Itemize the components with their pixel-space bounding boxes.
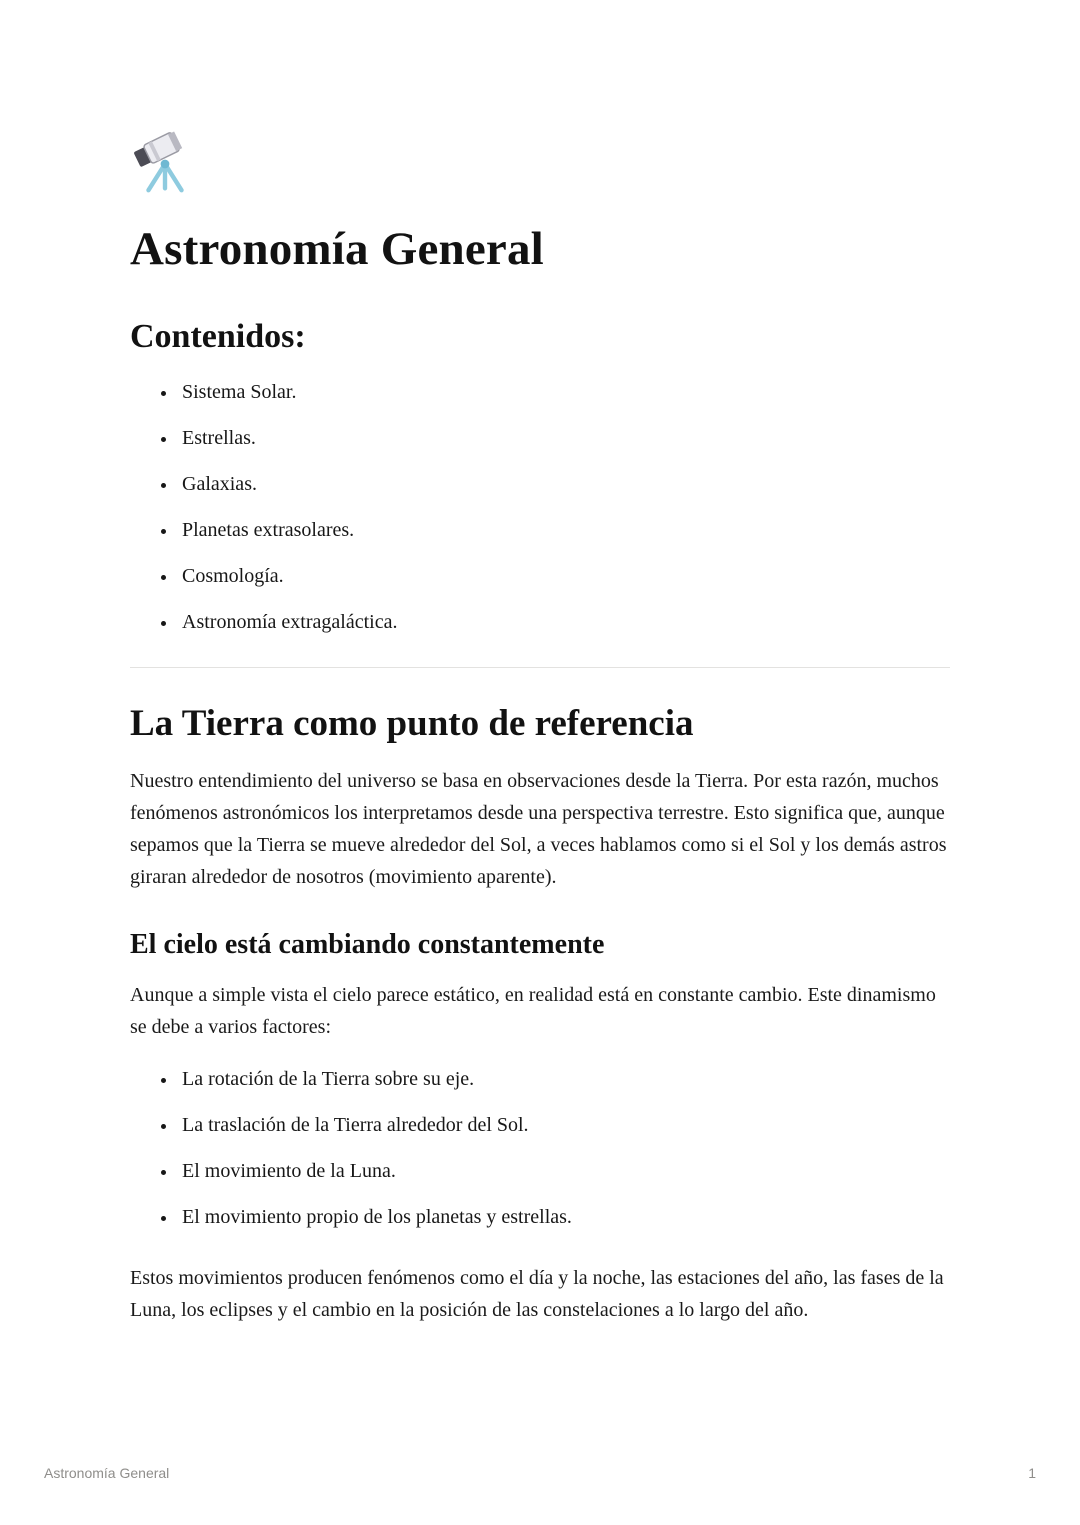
- list-item: • La traslación de la Tierra alrededor del Sol.: [178, 1111, 950, 1140]
- section-heading-reference: La Tierra como punto de referencia: [130, 702, 694, 744]
- page-title: Astronomía General: [130, 223, 544, 275]
- sky-factors-list: [130, 1065, 950, 1232]
- paragraph-sky-outro: Estos movimientos producen fenómenos como el día y la noche, las estaciones del año, las fases de la Luna, los eclipses y el cambio en la posición de las constelaciones a lo largo del año.: [130, 1266, 944, 1321]
- section-heading-sky: El cielo está cambiando constantemente: [130, 928, 605, 960]
- page-footer: [0, 1465, 1080, 1481]
- footer-page-number: 1: [1028, 1465, 1036, 1481]
- contents-list: [130, 378, 950, 637]
- list-item: • Cosmología.: [178, 562, 950, 591]
- section-divider: [130, 667, 950, 668]
- contents-heading: Contenidos:: [130, 317, 306, 355]
- list-item: • Planetas extrasolares.: [178, 516, 950, 545]
- list-item: • Astronomía extragaláctica.: [178, 608, 950, 637]
- footer-document-title: Astronomía General: [44, 1465, 170, 1481]
- paragraph-reference: Nuestro entendimiento del universo se basa en observaciones desde la Tierra. Por esta razón, muchos fenómenos astronómicos los interpretamos desde una perspectiva terrestre. Esto significa que, aunque sepamos que la Tierra se mueve alrededor del Sol, a veces hablamos como si el Sol y los demás astros giraran alrededor de nosotros (movimiento aparente).: [130, 769, 947, 888]
- list-item: • El movimiento de la Luna.: [178, 1157, 950, 1186]
- list-item: • El movimiento propio de los planetas y estrellas.: [178, 1203, 950, 1232]
- list-item: • Estrellas.: [178, 424, 950, 453]
- paragraph-sky-intro: Aunque a simple vista el cielo parece estático, en realidad está en constante cambio. Este dinamismo se debe a varios factores:: [130, 983, 936, 1038]
- telescope-icon: [130, 128, 200, 198]
- list-item: • Galaxias.: [178, 470, 950, 499]
- list-item: • La rotación de la Tierra sobre su eje.: [178, 1065, 950, 1094]
- list-item: • Sistema Solar.: [178, 378, 950, 407]
